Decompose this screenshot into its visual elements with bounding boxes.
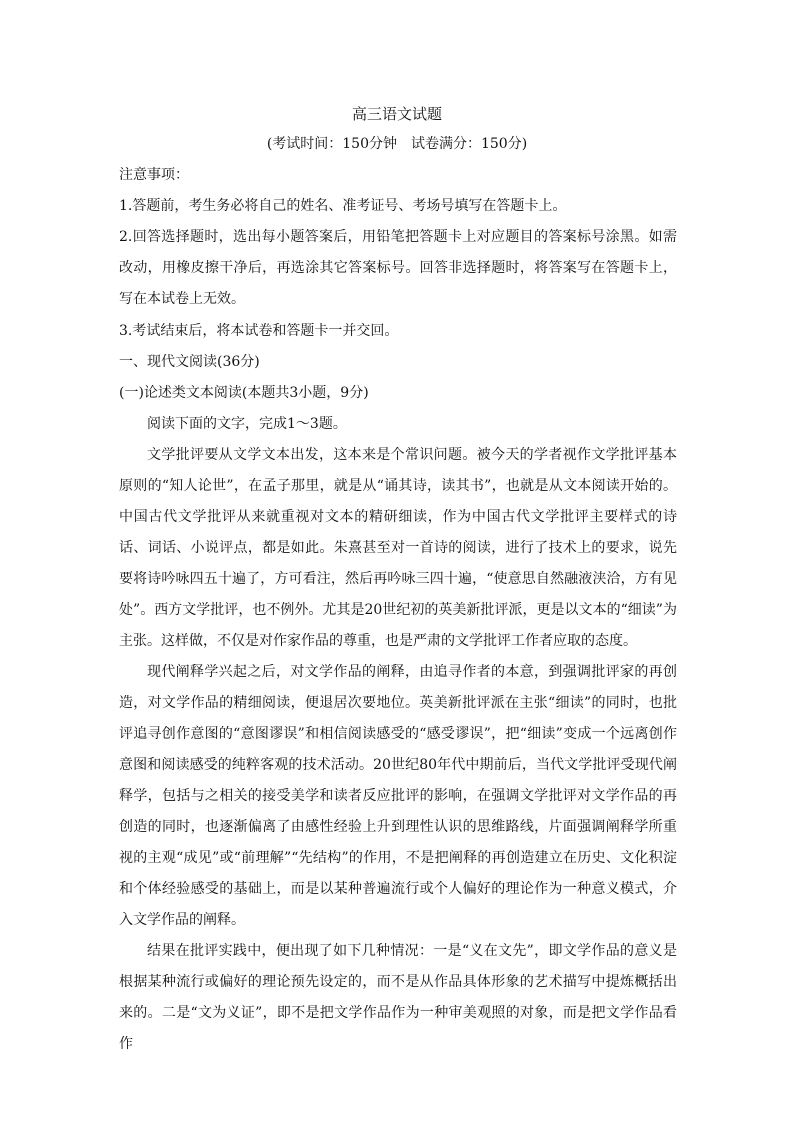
- notice-item-2: 2.回答选择题时，选出每小题答案后，用铅笔把答题卡上对应题目的答案标号涂黑。如需改动，用橡皮擦干净后，再选涂其它答案标号。回答非选择题时，将答案写在答题卡上，写在本试卷上无效。: [119, 229, 677, 307]
- notice-item-3: 3.考试结束后，将本试卷和答题卡一并交回。: [119, 323, 399, 339]
- reading-instruction: 阅读下面的文字，完成1～3题。: [147, 416, 347, 432]
- exam-subtitle: (考试时间：150分钟 试卷满分：150分): [266, 136, 528, 152]
- section-heading: 一、现代文阅读(36分): [119, 354, 260, 370]
- sub-section-heading: (一)论述类文本阅读(本题共3小题，9分): [119, 385, 369, 401]
- passage-paragraph-3: 结果在批评实践中，便出现了如下几种情况：一是“义在文先”，即文学作品的意义是根据某种流行或偏好的理论预先设定的，而不是从作品具体形象的艺术描写中提炼概括出来的。二是“文为义证”，即不是把文学作品作为一种审美观照的对象，而是把文学作品看作: [119, 943, 677, 1052]
- exam-title: 高三语文试题: [351, 105, 442, 123]
- passage-paragraph-1: 文学批评要从文学文本出发，这本来是个常识问题。被今天的学者视作文学批评基本原则的“知人论世”，在孟子那里，就是从“诵其诗，读其书”，也就是从文本阅读开始的。中国古代文学批评从来就重视对文本的精研细读，作为中国古代文学批评主要样式的诗话、词话、小说评点，都是如此。朱熹甚至对一首诗的阅读，进行了技术上的要求，说先要将诗吟咏四五十遍了，方可看注，然后再吟咏三四十遍，“使意思自然融液浃洽，方有见处”。西方文学批评，也不例外。尤其是20世纪初的英美新批评派，更是以文本的“细读”为主张。这样做，不仅是对作家作品的尊重，也是严肃的文学批评工作者应取的态度。: [119, 447, 677, 649]
- passage-paragraph-2: 现代阐释学兴起之后，对文学作品的阐释，由追寻作者的本意，到强调批评家的再创造，对文学作品的精细阅读，便退居次要地位。英美新批评派在主张“细读”的同时，也批评追寻创作意图的“意图谬误”和相信阅读感受的“感受谬误”，把“细读”变成一个远离创作意图和阅读感受的纯粹客观的技术活动。20世纪80年代中期前后，当代文学批评受现代阐释学，包括与之相关的接受美学和读者反应批评的影响，在强调文学批评对文学作品的再创造的同时，也逐渐偏离了由感性经验上升到理性认识的思维路线，片面强调阐释学所重视的主观“成见”或“前理解”“先结构”的作用，不是把阐释的再创造建立在历史、文化积淀和个体经验感受的基础上，而是以某种普遍流行或个人偏好的理论作为一种意义模式，介入文学作品的阐释。: [119, 664, 677, 928]
- notice-heading: 注意事项：: [119, 167, 189, 183]
- notice-item-1: 1.答题前，考生务必将自己的姓名、准考证号、考场号填写在答题卡上。: [119, 198, 567, 214]
